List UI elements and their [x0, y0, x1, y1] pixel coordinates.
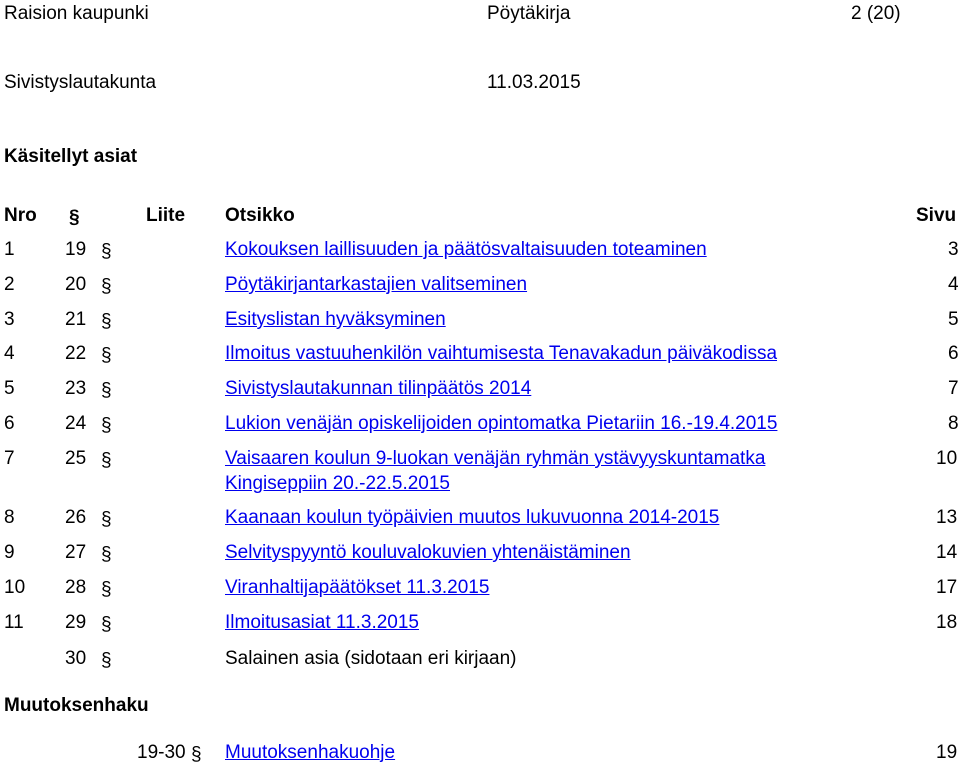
row-nro: 4 — [4, 343, 15, 364]
row-nro: 5 — [4, 378, 15, 399]
section-sign: § — [101, 579, 112, 600]
section-sign: § — [101, 241, 112, 262]
section-sign: § — [101, 614, 112, 635]
col-header-liite: Liite — [146, 205, 186, 226]
row-liite: 25 — [65, 448, 87, 469]
row-sivu: 4 — [948, 274, 959, 295]
col-header-nro: Nro — [4, 205, 37, 226]
row-nro: 9 — [4, 542, 15, 563]
item-link[interactable]: Selvityspyyntö kouluvalokuvien yhtenäistäminen — [225, 542, 631, 563]
item-link[interactable]: Viranhaltijapäätökset 11.3.2015 — [225, 577, 490, 598]
item-link-continued[interactable]: Kingiseppiin 20.-22.5.2015 — [225, 473, 451, 494]
organization-name: Raision kaupunki — [4, 3, 149, 24]
appeal-sivu: 19 — [936, 742, 958, 763]
section-sign: § — [101, 450, 112, 471]
row-liite: 27 — [65, 542, 87, 563]
section-sign: § — [101, 276, 112, 297]
item-link[interactable]: Pöytäkirjantarkastajien valitseminen — [225, 274, 528, 295]
row-nro: 2 — [4, 274, 15, 295]
row-liite: 20 — [65, 274, 87, 295]
row-liite: 29 — [65, 612, 87, 633]
item-link[interactable]: Ilmoitus vastuuhenkilön vaihtumisesta Tenavakadun päiväkodissa — [225, 343, 778, 364]
section-sign: § — [101, 415, 112, 436]
row-sivu: 8 — [948, 413, 959, 434]
section-sign: § — [101, 345, 112, 366]
col-header-otsikko: Otsikko — [225, 205, 295, 226]
row-nro: 3 — [4, 309, 15, 330]
row-liite: 23 — [65, 378, 87, 399]
section-sign: § — [101, 509, 112, 530]
row-liite: 28 — [65, 577, 87, 598]
item-link[interactable]: Sivistyslautakunnan tilinpäätös 2014 — [225, 378, 532, 399]
item-title-confidential: Salainen asia (sidotaan eri kirjaan) — [225, 648, 517, 669]
item-link[interactable]: Ilmoitusasiat 11.3.2015 — [225, 612, 419, 633]
section-sign: § — [101, 380, 112, 401]
row-nro: 1 — [4, 239, 15, 260]
row-nro: 7 — [4, 448, 15, 469]
item-link[interactable]: Kaanaan koulun työpäivien muutos lukuvuonna 2014-2015 — [225, 507, 720, 528]
row-sivu: 3 — [948, 239, 959, 260]
appeal-link[interactable]: Muutoksenhakuohje — [225, 742, 396, 763]
section-title: Käsitellyt asiat — [4, 146, 138, 167]
section-sign: § — [191, 744, 202, 765]
item-link[interactable]: Lukion venäjän opiskelijoiden opintomatka Pietariin 16.-19.4.2015 — [225, 413, 778, 434]
row-sivu: 14 — [936, 542, 958, 563]
appeal-title: Muutoksenhaku — [4, 695, 149, 716]
item-link[interactable]: Esityslistan hyväksyminen — [225, 309, 446, 330]
col-header-sivu: Sivu — [916, 205, 957, 226]
row-nro: 11 — [4, 612, 24, 633]
page-number: 2 (20) — [851, 3, 901, 24]
row-nro: 10 — [4, 577, 26, 598]
item-link[interactable]: Kokouksen laillisuuden ja päätösvaltaisuuden toteaminen — [225, 239, 707, 260]
row-sivu: 5 — [948, 309, 959, 330]
row-sivu: 17 — [936, 577, 958, 598]
row-liite: 24 — [65, 413, 87, 434]
row-sivu: 7 — [948, 378, 959, 399]
row-nro: 6 — [4, 413, 15, 434]
row-liite: 19 — [65, 239, 87, 260]
meeting-date: 11.03.2015 — [487, 72, 581, 93]
appeal-liite: 19-30 — [137, 742, 186, 763]
section-sign: § — [69, 207, 80, 228]
row-nro: 8 — [4, 507, 15, 528]
board-name: Sivistyslautakunta — [4, 72, 157, 93]
section-sign: § — [101, 650, 112, 671]
document-type: Pöytäkirja — [487, 3, 571, 24]
row-liite: 22 — [65, 343, 87, 364]
row-liite: 30 — [65, 648, 87, 669]
row-sivu: 18 — [936, 612, 958, 633]
row-liite: 26 — [65, 507, 87, 528]
item-link[interactable]: Vaisaaren koulun 9-luokan venäjän ryhmän ystävyyskuntamatka — [225, 448, 766, 469]
section-sign: § — [101, 311, 112, 332]
row-sivu: 13 — [936, 507, 958, 528]
row-liite: 21 — [65, 309, 87, 330]
row-sivu: 6 — [948, 343, 959, 364]
section-sign: § — [101, 544, 112, 565]
row-sivu: 10 — [936, 448, 958, 469]
